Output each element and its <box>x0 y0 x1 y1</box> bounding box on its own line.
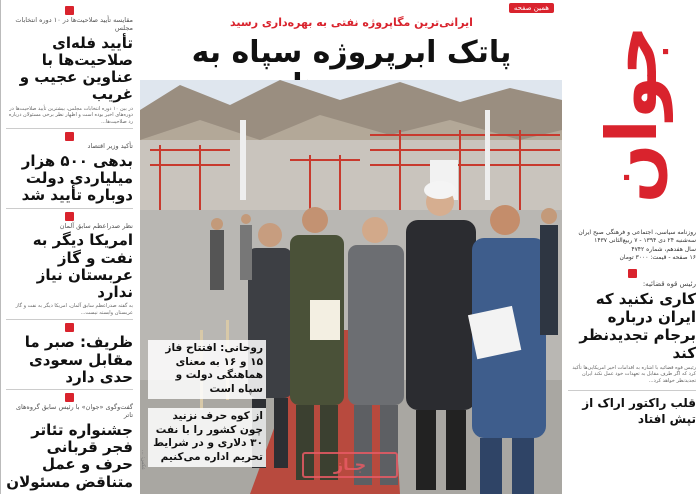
right-story[interactable] <box>568 269 696 385</box>
divider <box>6 319 133 320</box>
story-body: به گفته صدراعظم سابق آلمان، امریکا دیگر به نفت و گاز عربستان وابسته نیست... <box>15 303 133 316</box>
story-lead: رئیس قوه قضائیه: <box>642 279 696 288</box>
main-kicker: ایرانی‌ترین مگاپروژه نفتی به بهره‌داری رسید <box>230 16 473 29</box>
section-marker-icon <box>65 132 74 141</box>
left-news-column <box>0 0 138 494</box>
masthead-info-line: روزنامه سیاسی، اجتماعی و فرهنگی صبح ایران <box>578 229 696 236</box>
left-story-4[interactable] <box>6 323 133 386</box>
section-marker-icon <box>65 393 74 402</box>
left-story-2[interactable] <box>6 132 133 205</box>
story-headline: قلب راکتور اراک از تپش افتاد <box>582 396 696 426</box>
right-bottom-story[interactable] <box>568 390 696 427</box>
story-headline: تأیید فله‌ای صلاحیت‌ها با عناوین عجیب و غریب <box>19 33 133 104</box>
story-headline: ظریف: صبر ما مقابل سعودی حدی دارد <box>24 333 133 386</box>
main-story <box>140 0 562 494</box>
photo-caption-1: روحانی: افتتاح فاز ۱۵ و ۱۶ به معنای هماهنگی دولت و سپاه است <box>148 340 266 399</box>
masthead-info <box>568 229 696 263</box>
logo[interactable] <box>568 2 696 227</box>
divider <box>6 208 133 209</box>
watermark-logo: جـاز <box>302 452 398 478</box>
story-lead: تأکید وزیر اقتصاد <box>87 142 133 151</box>
logo-text: جوان <box>591 25 673 204</box>
story-headline: جشنواره تئاتر فجر قربانی حرف و عمل متناقض مسئولان <box>6 420 133 491</box>
divider <box>6 128 133 129</box>
photo-caption-2: از کوه حرف نزنید چون کشور را با نفت ۳۰ دلاری و در شرایط تحریم اداره می‌کنیم <box>148 408 266 467</box>
story-body: در بین ۱۰ دوره انتخابات مجلس، بیشترین تأیید صلاحیت‌ها در دوره‌های اخیر بوده است و اظهار نظر برخی مسئولان درباره رد صلاحیت‌ها... <box>8 105 133 125</box>
masthead-info-line: سال هفدهم، شماره ۴۷۴۲ <box>631 245 696 253</box>
masthead-column <box>564 0 700 494</box>
left-story-3[interactable] <box>6 212 133 317</box>
divider <box>6 389 133 390</box>
story-lead: گفت‌وگوی «جوان» با رئیس سابق گروه‌های تاتر <box>15 403 133 419</box>
section-marker-icon <box>65 6 74 15</box>
story-headline: بدهی ۵۰۰ هزار میلیاردی دولت دوباره تأیید شد <box>21 151 133 205</box>
masthead-info-line: ۱۶ صفحه - قیمت: ۳۰۰۰ تومان <box>619 254 696 262</box>
left-story-1[interactable] <box>6 6 133 125</box>
main-headline[interactable]: پاتک ابرپروژه سپاه به <box>191 35 512 70</box>
section-marker-icon <box>65 212 74 221</box>
section-marker-icon <box>628 269 637 278</box>
section-marker-icon <box>65 323 74 332</box>
masthead <box>568 2 696 227</box>
story-headline: امریکا دیگر به نفت و گاز عربستان نیاز ندارد <box>32 231 133 302</box>
story-lead: نظر صدراعظم سابق آلمان <box>59 221 133 230</box>
masthead-info-line: سه‌شنبه ۲۴ دی ۱۳۹۴ - ۷ ربیع‌الثانی ۱۴۳۷ <box>594 237 696 245</box>
left-story-5[interactable] <box>6 393 133 491</box>
story-headline: کاری نکنید که ایران درباره برجام تجدیدنظر کند <box>579 289 696 362</box>
logo-wrap <box>568 2 696 227</box>
story-body: رئیس قوه قضائیه با اشاره به اقدامات اخیر امریکایی‌ها تأکید کرد که اگر طرف مقابل به تعهدات خود عمل نکند ایران تجدیدنظر خواهد کرد... <box>572 364 696 384</box>
story-lead: مقایسه تأیید صلاحیت‌ها در ۱۰ دوره انتخابات مجلس <box>15 16 133 32</box>
special-tag-badge: همین صفحه <box>509 3 554 13</box>
photo-credit: عکس: ... <box>140 450 146 471</box>
